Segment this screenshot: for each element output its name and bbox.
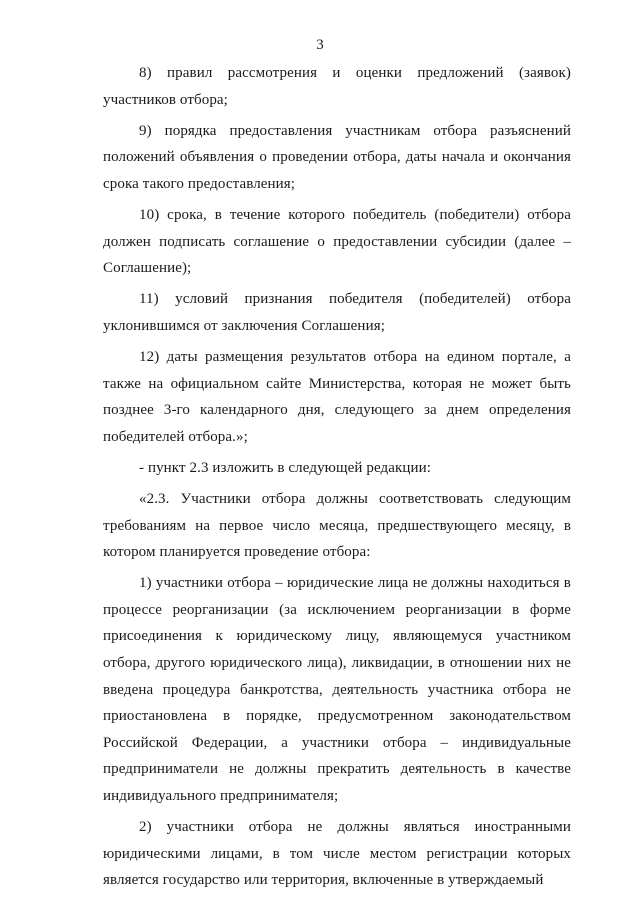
paragraph-item-8: 8) правил рассмотрения и оценки предложений (заявок) участников отбора; [103, 65, 571, 108]
paragraph-item-11: 11) условий признания победителя (победителей) отбора уклонившимся от заключения Соглашения; [103, 291, 571, 334]
paragraph-item-10: 10) срока, в течение которого победитель (победители) отбора должен подписать соглашение о предоставлении субсидии (далее – Соглашение); [103, 206, 571, 277]
paragraph-requirement-1: 1) участники отбора – юридические лица не должны находиться в процессе реорганизации (за исключением реорганизации в форме присоединения к юридическому лицу, являющемуся участником отбора, другого юридического лица), ликвидации, в отношении них не введена процедура банкротства, деятельность участника отбора не приостановлена в порядке, предусмотренном законодательством Российской Федерации, а участники отбора – индивидуальные предприниматели не должны прекратить деятельность в качестве индивидуального предпринимателя; [103, 575, 571, 804]
page-number: 3 [316, 37, 324, 53]
paragraph-requirement-2: 2) участники отбора не должны являться иностранными юридическими лицами, в том числе местом регистрации которых является государство или территория, включенные в утверждаемый [103, 819, 571, 889]
document-body [103, 60, 571, 894]
paragraph-item-9: 9) порядка предоставления участникам отбора разъяснений положений объявления о проведении отбора, даты начала и окончания срока такого предоставления; [103, 122, 571, 192]
paragraph-item-12: 12) даты размещения результатов отбора на едином портале, а также на официальном сайте Министерства, которая не может быть позднее 3-го календарного дня, следующего за днем определения победителей отбора.»; [103, 348, 571, 445]
paragraph-amendment-intro: - пункт 2.3 изложить в следующей редакции: [139, 459, 432, 476]
paragraph-clause-2-3: «2.3. Участники отбора должны соответствовать следующим требованиям на первое число месяца, предшествующего месяцу, в котором планируется проведение отбора: [103, 490, 571, 561]
